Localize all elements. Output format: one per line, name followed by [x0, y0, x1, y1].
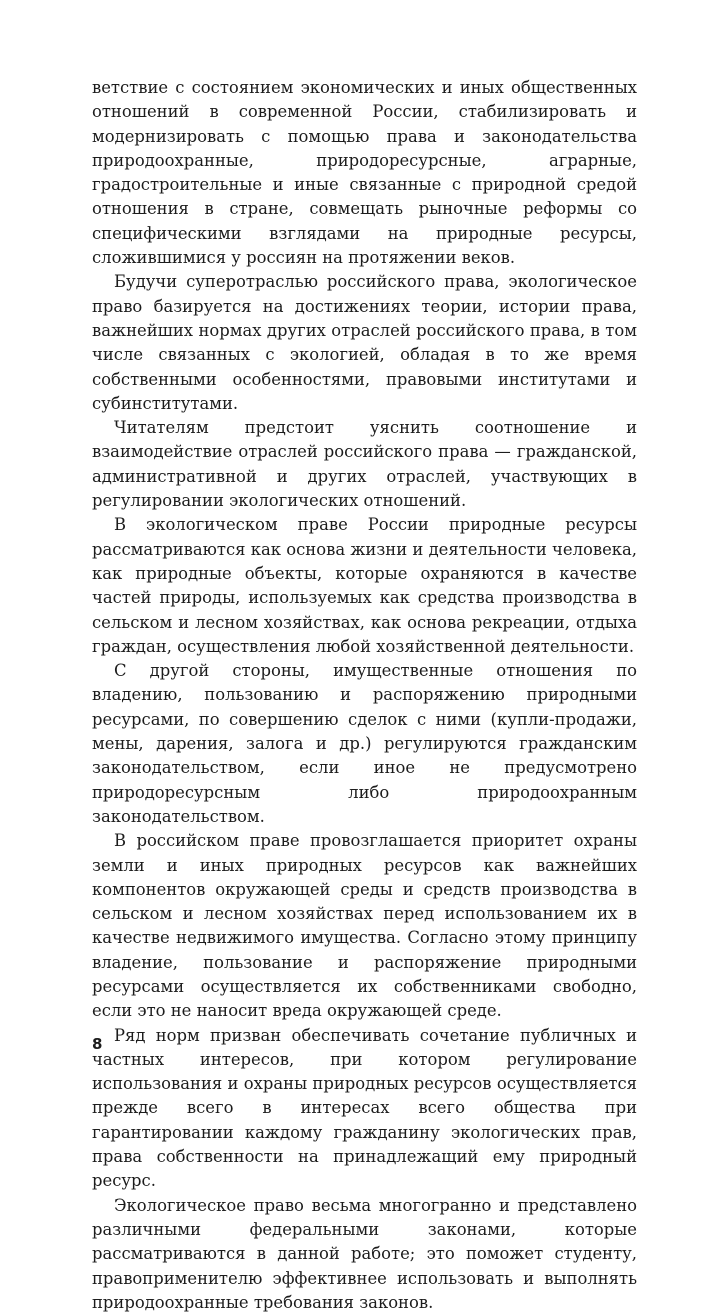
paragraph-4: В экологическом праве России природные ресурсы рассматриваются как основа жизни и деятельности человека, как природные объекты, которые охраняются в качестве частей природы, используемых как средства производства в сельском и лесном хозяйствах, как основа рекреации, отдыха граждан, осуществления любой хозяйственной деятельности. — [92, 515, 637, 656]
paragraph-6: В российском праве провозглашается приоритет охраны земли и иных природных ресурсов как важнейших компонентов окружающей среды и средств производства в сельском и лесном хозяйствах перед использованием их в качестве недвижимого имущества. Согласно этому принципу владение, пользование и распоряжение природными ресурсами осуществляется их собственниками свободно, если это не наносит вреда окружающей среде. — [92, 831, 637, 1021]
paragraph-1: ветствие с состоянием экономических и иных общественных отношений в современной России, стабилизировать и модернизировать с помощью права и законодательства природоохранные, природоресурсные, аграрные, градостроительные и иные связанные с природной средой отношения в стране, совмещать рыночные реформы со специфическими взглядами на природные ресурсы, сложившимися у россиян на протяжении веков. — [92, 78, 637, 268]
paragraph-2: Будучи суперотраслью российского права, экологическое право базируется на достижениях теории, истории права, важнейших нормах других отраслей российского права, в том числе связанных с экологией, обладая в то же время собственными особенностями, правовыми институтами и субинститутами. — [92, 272, 637, 413]
paragraph-7: Ряд норм призван обеспечивать сочетание публичных и частных интересов, при котором регулирование использования и охраны природных ресурсов осуществляется прежде всего в интересах всего общества при гарантировании каждому гражданину экологических прав, права собственности на принадлежащий ему природный ресурс. — [92, 1025, 637, 1191]
page-number: 8 — [92, 1035, 103, 1053]
paragraph-8: Экологическое право весьма многогранно и представлено различными федеральными законами, которые рассматриваются в данной работе; это поможет студенту, правоприменителю эффективнее использовать и выполнять природоохранные требования законов. — [92, 1195, 637, 1312]
paragraph-5: С другой стороны, имущественные отношения по владению, пользованию и распоряжению природными ресурсами, по совершению сделок с ними (купли-продажи, мены, дарения, залога и др.) регулируются гражданским законодательством, если иное не предусмотрено природоресурсным либо природоохранным законодательством. — [92, 661, 637, 826]
paragraph-3: Читателям предстоит уяснить соотношение и взаимодействие отраслей российского права — гражданской, административной и других отраслей, участвующих в регулировании экологических отношений. — [92, 418, 637, 511]
page-body — [92, 76, 637, 1315]
